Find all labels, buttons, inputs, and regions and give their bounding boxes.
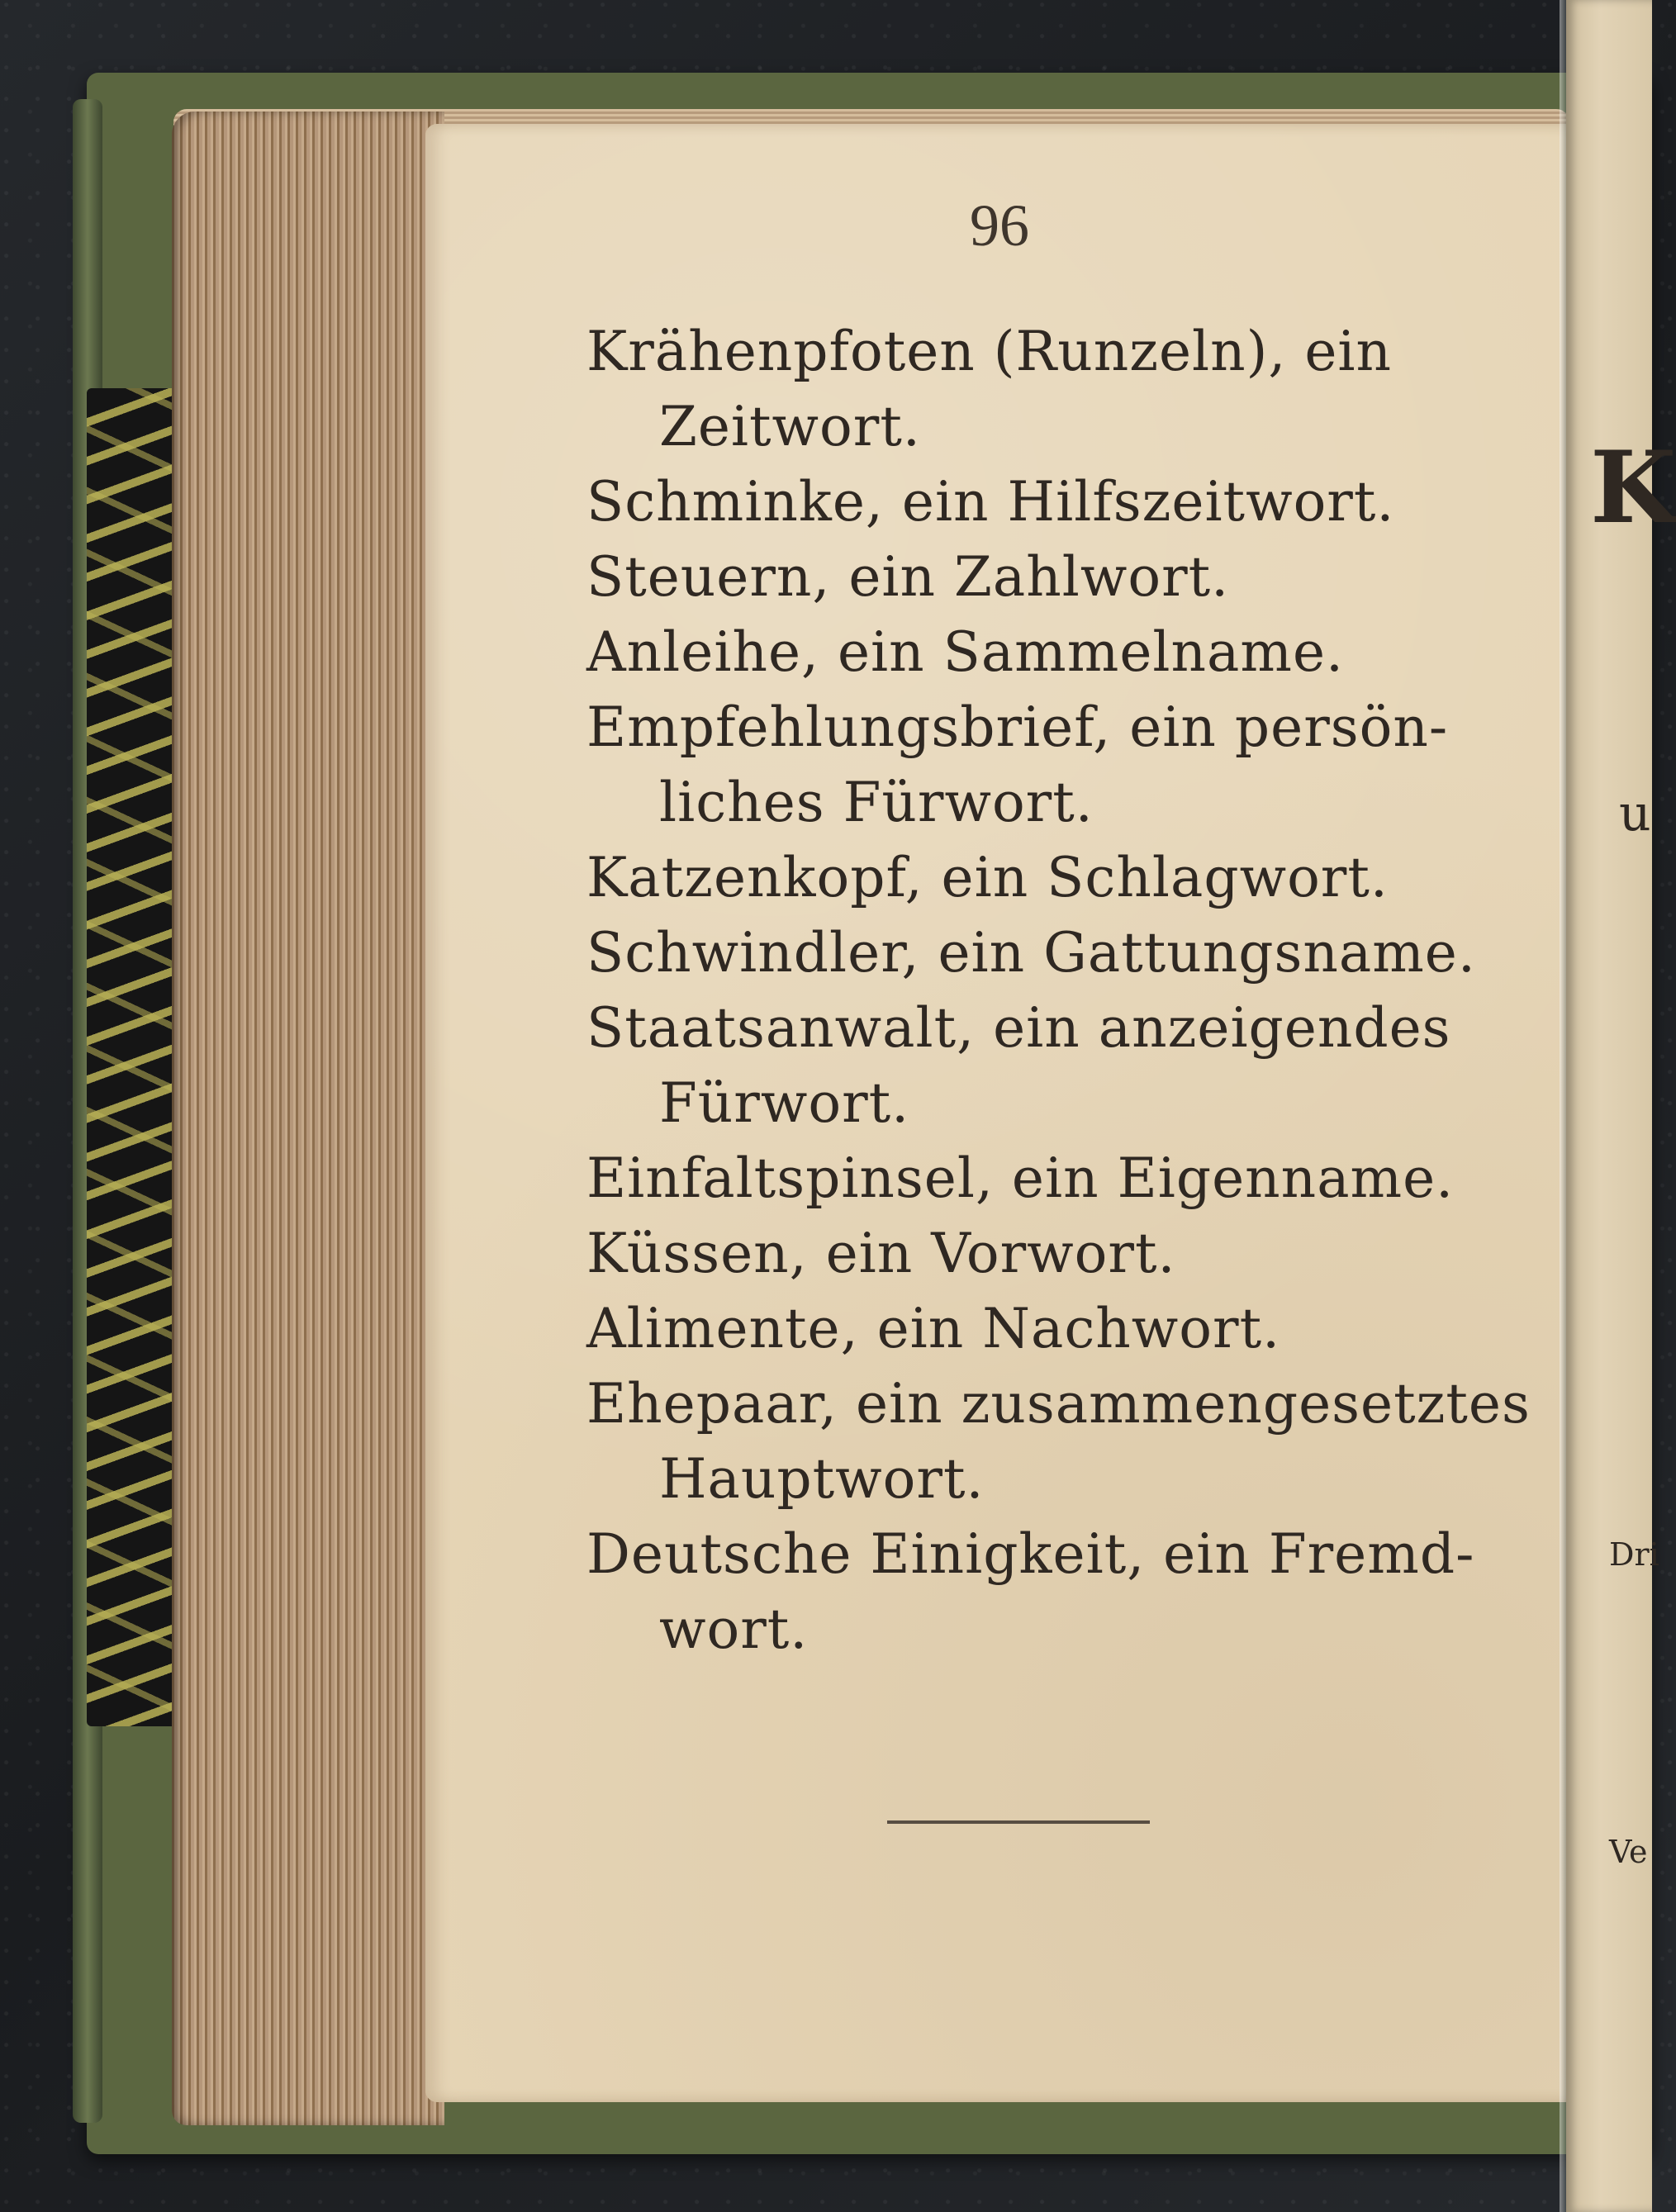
text-line: Katzenkopf, ein Schlagwort. [586,846,1389,909]
text-line: Anleihe, ein Sammelname. [586,620,1344,684]
text-block [586,314,1536,1667]
text-line: Krähenpfoten (Runzeln), ein [586,320,1393,383]
text-line: Schminke, ein Hilfszeitwort. [586,470,1395,534]
text-line: Ehepaar, ein zusammengesetztes [586,1372,1531,1436]
text-line: Hauptwort. [659,1447,985,1511]
text-line: Küssen, ein Vorwort. [586,1222,1176,1285]
page-stack-side-edge [172,112,444,2125]
text-line: Einfaltspinsel, ein Eigenname. [586,1146,1455,1210]
adjacent-page-letter: u [1619,785,1651,843]
adjacent-page-fragment: Dri [1609,1536,1659,1573]
text-line: Empfehlungsbrief, ein persön- [586,695,1449,759]
end-rule [887,1820,1150,1824]
text-line: wort. [659,1597,809,1661]
page-number: 96 [970,192,1029,259]
text-line: liches Fürwort. [659,771,1094,834]
text-line: Zeitwort. [659,395,921,458]
text-line: Fürwort. [659,1071,910,1135]
text-line: Schwindler, ein Gattungsname. [586,921,1476,985]
text-line: Alimente, ein Nachwort. [586,1297,1281,1360]
adjacent-page-fragment: Ve [1609,1834,1648,1870]
text-line: Deutsche Einigkeit, ein Fremd- [586,1522,1475,1586]
glass-edge [1560,0,1566,2212]
text-line: Steuern, ein Zahlwort. [586,545,1230,609]
adjacent-page-strip [1566,0,1652,2212]
adjacent-page-letter: K [1590,430,1676,546]
text-line: Staatsanwalt, ein anzeigendes [586,996,1451,1060]
